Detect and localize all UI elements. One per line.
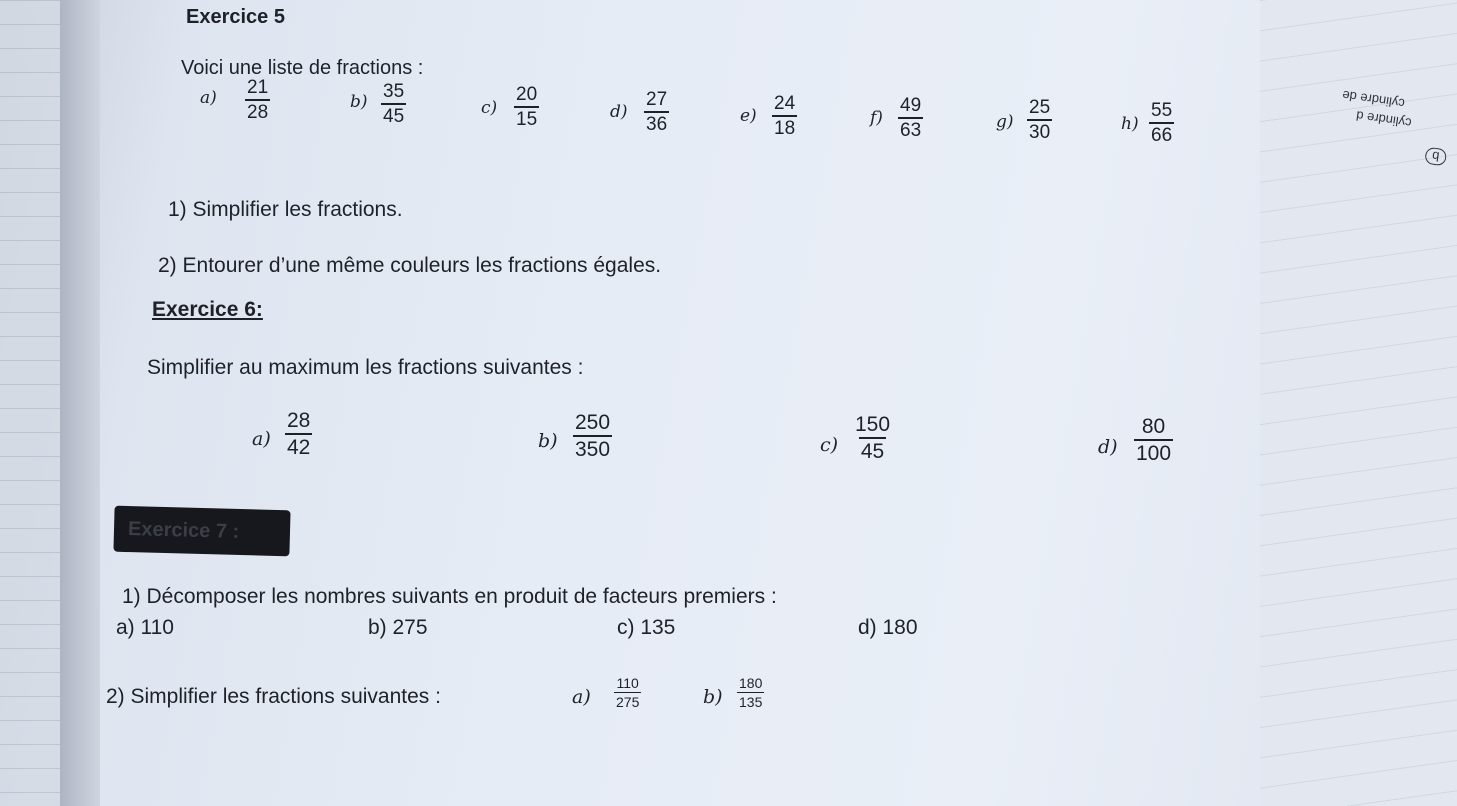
exercise-7-question-1: 1) Décomposer les nombres suivants en produit de facteurs premiers :	[122, 585, 777, 608]
numerator: 21	[247, 77, 269, 98]
numerator: 24	[774, 93, 796, 114]
denominator: 45	[859, 437, 886, 462]
fraction	[245, 78, 270, 122]
denominator: 66	[1149, 122, 1174, 145]
numerator: 250	[575, 411, 611, 434]
numerator: 27	[646, 89, 668, 110]
fraction	[573, 412, 612, 460]
fraction	[1149, 101, 1174, 145]
fraction-label: d)	[1098, 436, 1118, 458]
denominator: 350	[573, 435, 612, 460]
numerator: 55	[1151, 100, 1173, 121]
numerator: 35	[383, 81, 405, 102]
exercise-5-question-2: 2) Entourer d’une même couleurs les fractions égales.	[158, 254, 662, 277]
denominator: 275	[616, 694, 640, 710]
exercise-5-intro: Voici une liste de fractions :	[181, 57, 424, 79]
fraction-label: g)	[996, 112, 1014, 132]
fraction-label: a)	[252, 428, 271, 450]
numerator: 180	[739, 675, 763, 691]
numerator: 25	[1029, 97, 1051, 118]
fraction-label: a)	[200, 88, 217, 108]
margin-note-3: b	[1424, 147, 1447, 167]
numerator: 80	[1141, 415, 1166, 438]
numerator: 150	[855, 413, 891, 436]
number-item: d) 180	[858, 616, 918, 639]
margin-note-1: cylindre de	[1341, 87, 1406, 112]
denominator: 63	[898, 117, 923, 140]
fraction-label: b)	[703, 686, 723, 708]
fraction-label: h)	[1121, 114, 1139, 134]
denominator: 100	[1134, 439, 1173, 464]
fraction	[853, 414, 892, 462]
fraction-label: b)	[538, 430, 558, 452]
denominator: 135	[739, 694, 763, 710]
margin-note-2: cylindre d	[1355, 108, 1413, 131]
fraction	[898, 96, 923, 140]
fraction	[614, 676, 641, 709]
exercise-5-title: Exercice 5	[186, 6, 285, 28]
notebook-left-edge	[0, 0, 60, 806]
page-shadow-edge	[60, 0, 100, 806]
number-item: c) 135	[617, 616, 676, 639]
denominator: 18	[772, 115, 797, 138]
exercise-7-title: Exercice 7 :	[127, 518, 240, 543]
fraction	[772, 94, 797, 138]
denominator: 42	[285, 433, 312, 458]
fraction-label: c)	[481, 98, 498, 118]
fraction	[1027, 98, 1052, 142]
fraction-label: c)	[820, 434, 839, 456]
numerator: 49	[900, 95, 922, 116]
exercise-7-question-2: 2) Simplifier les fractions suivantes :	[106, 685, 441, 708]
fraction	[514, 85, 539, 129]
numerator: 110	[616, 675, 639, 691]
fraction-label: d)	[610, 102, 628, 122]
denominator: 36	[644, 111, 669, 134]
fraction-label: e)	[740, 106, 757, 126]
fraction	[737, 676, 764, 709]
denominator: 15	[514, 106, 539, 129]
fraction	[1134, 416, 1173, 464]
fraction	[285, 410, 312, 458]
fraction-label: b)	[350, 92, 368, 112]
fraction	[381, 82, 406, 126]
fraction-label: f)	[870, 108, 883, 128]
fraction	[644, 90, 669, 134]
denominator: 28	[245, 99, 270, 122]
exercise-7-redaction	[113, 506, 290, 557]
denominator: 45	[381, 103, 406, 126]
number-item: a) 110	[116, 616, 174, 639]
exercise-6-intro: Simplifier au maximum les fractions suivantes :	[147, 356, 584, 379]
numerator: 20	[516, 84, 538, 105]
exercise-5-question-1: 1) Simplifier les fractions.	[168, 198, 403, 221]
fraction-label: a)	[572, 686, 591, 708]
denominator: 30	[1027, 119, 1052, 142]
exercise-6-title: Exercice 6:	[152, 298, 263, 321]
number-item: b) 275	[368, 616, 428, 639]
numerator: 28	[287, 409, 311, 432]
